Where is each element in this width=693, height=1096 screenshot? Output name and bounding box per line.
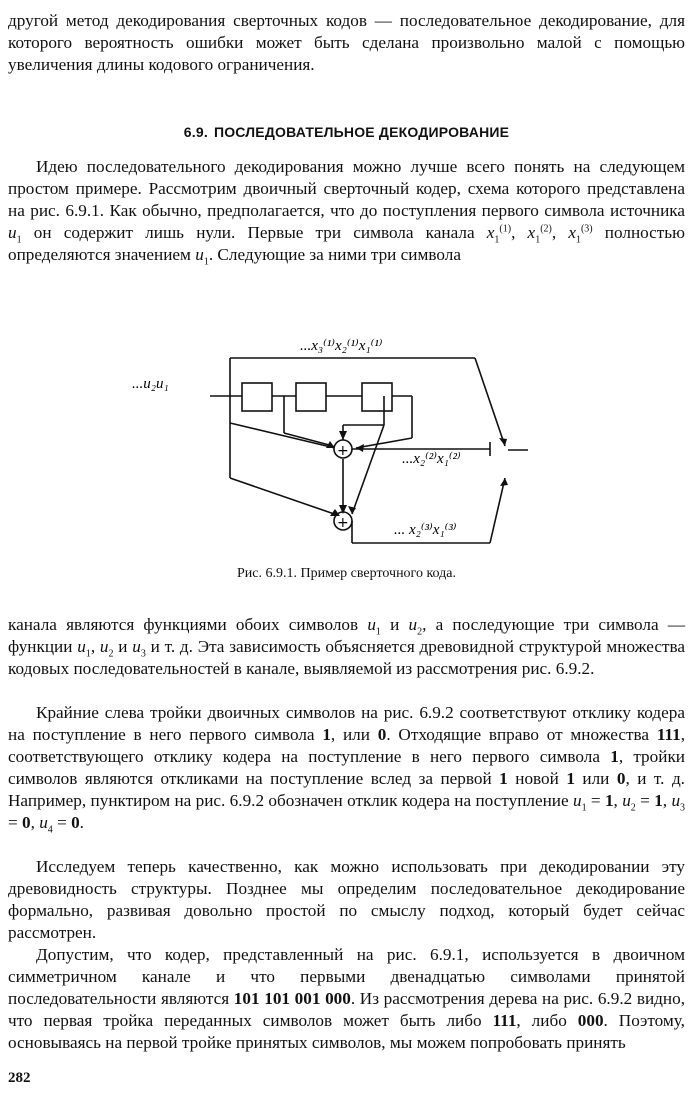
figure-caption: Рис. 6.9.1. Пример сверточного кода. <box>237 566 456 581</box>
p5-received-sequence: 101 101 001 000 <box>233 989 351 1008</box>
p3-eq-1: = <box>586 791 605 810</box>
p3-u1: u <box>572 791 582 810</box>
p3-val-3: 0 <box>22 813 31 832</box>
p3-sep-2: , <box>662 791 672 810</box>
paragraph-4: Исследуем теперь качественно, как можно использовать при декодировании эту древовидность структуры. Позднее мы определим последовательное декодирование формально, развивая довольно простой по смыслу подход, который будет сейчас рассмотрен. <box>8 857 685 942</box>
top-paragraph: другой метод декодирования сверточных кодов — последовательное декодирование, для которого вероятность ошибки может быть сделана произвольно малой с помощью увеличения длины кодового ограничения. <box>8 11 685 74</box>
middle-output-label: ...x₂⁽²⁾x₁⁽²⁾ <box>402 451 461 467</box>
shift-register-3 <box>362 383 392 411</box>
p3-u2: u <box>622 791 631 810</box>
p3-val-1: 1 <box>604 791 614 810</box>
p3-sep-3: , <box>30 813 40 832</box>
p3-sep-1: , <box>613 791 623 810</box>
paragraph-5 <box>8 944 685 1054</box>
p2-text-3: и т. д. Эта зависимость объясняется древовидной структурой множества кодовых последовательностей в канале, выявляемой из рассмотрения рис. 6.9.2. <box>8 637 685 678</box>
p3-or: , или <box>330 725 378 744</box>
p5-or: , либо <box>516 1011 578 1030</box>
p3-u3-sub: 3 <box>680 802 686 814</box>
p2-u2-b: u <box>99 637 109 656</box>
paragraph-3 <box>8 702 685 834</box>
p1-x-c-sub: 1 <box>575 234 581 246</box>
p2-u2-b-sub: 2 <box>108 648 114 660</box>
p2-u2: u <box>408 615 418 634</box>
paragraph-2: канала являются функциями обоих символов $u_1$ и $u_2$, а последующие три символа — функции $u_1$, $u_2$ и $u_3$ и т. д. Эта зависимость объясняется древовидной структурой множества кодовых последовательностей в канале, выявляемой из рассмотрения рис. 6.9.2. <box>8 615 686 678</box>
p5-text-2: . Из рассмотрения дерева на рис. 6.9.2 видно, что первая тройка переданных символов может быть либо <box>8 989 686 1030</box>
p2-u1: u <box>367 615 376 634</box>
p3-eq-2: = <box>635 791 655 810</box>
p2-u3: u <box>132 637 141 656</box>
p3-u4: u <box>39 813 48 832</box>
p2-u1-sub: 1 <box>375 626 381 638</box>
p3-bold-0a: 0 <box>377 725 387 744</box>
p3-bold-1d: 1 <box>566 769 575 788</box>
p3-u1-sub: 1 <box>581 802 587 814</box>
p3-bold-1b: 1 <box>610 747 619 766</box>
p2-u1-b-sub: 1 <box>85 648 91 660</box>
p2-and-1: и <box>380 615 409 634</box>
p2-text-2: , а последующие три символа — функции <box>8 615 686 656</box>
p1-x-a-sup: (1) <box>499 223 512 235</box>
p1-text-4: . Следующие за ними три символа <box>208 245 461 264</box>
p3-u4-sub: 4 <box>47 824 53 836</box>
p3-bold-0b: 0 <box>616 769 626 788</box>
p3-bold-111: 111 <box>656 725 681 744</box>
page-number: 282 <box>8 1070 31 1086</box>
p2-and-2: и <box>113 637 133 656</box>
p3-val-4: 0 <box>71 813 80 832</box>
p1-x-b-sub: 1 <box>535 234 541 246</box>
p3-u2-sub: 2 <box>630 802 636 814</box>
p1-u1-sub: 1 <box>16 234 22 246</box>
p3-bold-1c: 1 <box>499 769 508 788</box>
top-output-line <box>475 358 505 446</box>
p3-val-2: 1 <box>654 791 663 810</box>
p1-u1-b-sub: 1 <box>203 256 209 268</box>
p3-text-4: , тройки символов являются откликами на поступление вслед за первой <box>8 747 685 788</box>
p2-u2-sub: 2 <box>417 626 423 638</box>
p1-text-3: полностью определяются значением <box>8 223 685 264</box>
adder-1-plus: + <box>337 443 349 459</box>
p3-text-2: . Отходящие вправо от множества <box>386 725 657 744</box>
p5-bold-111: 111 <box>492 1011 517 1030</box>
p1-text-2: он содержит лишь нули. Первые три символа канала <box>21 223 487 242</box>
section-heading <box>0 124 693 140</box>
input-sequence-label: ...u₂u₁ <box>132 376 169 392</box>
p2-u1-b: u <box>77 637 86 656</box>
top-output-label: ...x₃⁽¹⁾x₂⁽¹⁾x₁⁽¹⁾ <box>300 338 383 354</box>
p1-x-b-sup: (2) <box>540 223 552 235</box>
paragraph-1: Идею последовательного декодирования можно лучше всего понять на следующем простом примере. Рассмотрим двоичный сверточный кодер, схема которого представлена на рис. 6.9.1. Как обычно, предполагается, что до поступления первого символа источника $u_1$ он содержит лишь нули. Первые три символа канала $x_1^{(1)}$, $x_1^{(2)}$, $x_1^{(3)}$ полностью определяются значением $u_1$. Следующие за ними три символа <box>8 157 685 268</box>
p3-end: . <box>79 813 84 832</box>
p1-text-1: Идею последовательного декодирования можно лучше всего понять на следующем простом примере. Рассмотрим двоичный сверточный кодер, схема которого представлена на рис. 6.9.1. Как обычно, предполагается, что до поступления первого символа источника <box>8 157 685 220</box>
p2-u3-sub: 3 <box>140 648 146 660</box>
bottom-output-label: ... x₂⁽³⁾x₁⁽³⁾ <box>394 522 457 538</box>
p3-text-1: Крайние слева тройки двоичных символов на рис. 6.9.2 соответствуют отклику кодера на поступление в него первого символа <box>8 703 685 744</box>
section-number: 6.9. <box>183 124 208 140</box>
p1-u1: u <box>8 223 17 242</box>
p1-x-a: x <box>486 223 495 242</box>
p3-text-5: новой <box>507 769 567 788</box>
shift-register-1 <box>242 383 272 411</box>
section-title: ПОСЛЕДОВАТЕЛЬНОЕ ДЕКОДИРОВАНИЕ <box>213 124 510 140</box>
p3-eq-4: = <box>52 813 72 832</box>
p3-text-7: , и т. д. Например, пунктиром на рис. 6.9.2 обозначен отклик кодера на поступление <box>8 769 685 810</box>
shift-register-2 <box>296 383 326 411</box>
p5-text-3: . Поэтому, основываясь на первой тройке принятых символов, мы можем попробовать принять <box>8 1011 685 1052</box>
p3-u3: u <box>671 791 681 810</box>
p2-text-1: канала являются функциями обоих символов <box>8 615 368 634</box>
p5-bold-000: 000 <box>577 1011 604 1030</box>
p3-bold-1a: 1 <box>322 725 331 744</box>
bottom-output-line <box>490 478 505 543</box>
p5-text-1: Допустим, что кодер, представленный на рис. 6.9.1, используется в двоичном симметричном канале и что первыми двенадцатью символами принятой последовательности являются <box>8 945 685 1008</box>
p1-x-b: x <box>527 223 536 242</box>
p3-text-6: или <box>574 769 617 788</box>
adder-2-plus: + <box>337 515 349 531</box>
p3-text-3: , соответствующего отклику кодера на поступление в него первого символа <box>8 725 685 766</box>
encoder-diagram <box>130 328 570 558</box>
p1-x-c: x <box>568 223 576 242</box>
p1-x-c-sup: (3) <box>580 223 593 235</box>
p1-u1-b: u <box>195 245 204 264</box>
p1-x-a-sub: 1 <box>494 234 500 246</box>
p3-eq-3: = <box>8 813 22 832</box>
